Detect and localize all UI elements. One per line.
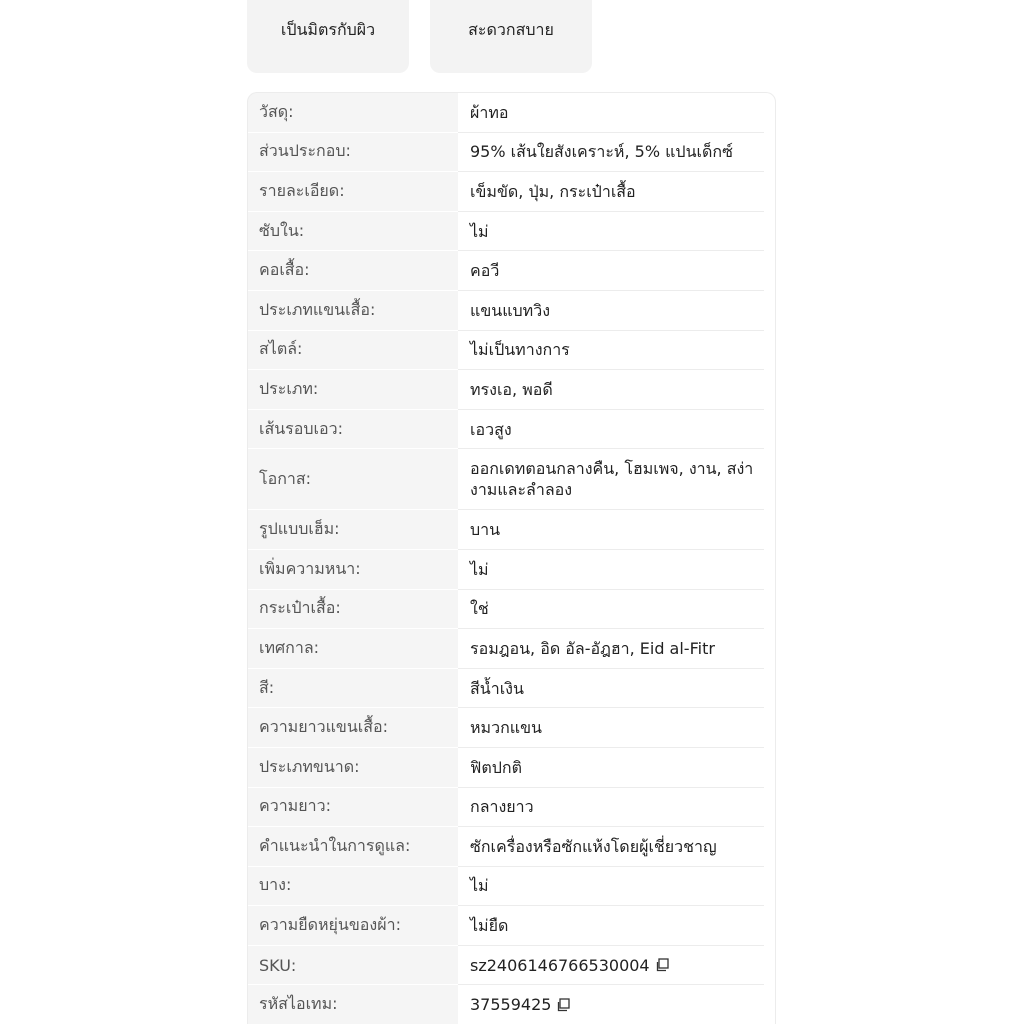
spec-row-sku bbox=[248, 946, 775, 986]
spec-row-type bbox=[248, 370, 775, 410]
spec-row-care bbox=[248, 827, 775, 867]
sku-value: sz2406146766530004 bbox=[470, 955, 650, 975]
spec-row-sleeve-type bbox=[248, 291, 775, 331]
spec-label: ความยืดหยุ่นของผ้า: bbox=[248, 906, 458, 946]
feature-tags bbox=[247, 0, 592, 73]
spec-value: ใช่ bbox=[458, 590, 764, 630]
spec-value: ออกเดทตอนกลางคืน, โฮมเพจ, งาน, สง่างามและลำลอง bbox=[458, 449, 764, 510]
spec-label: รูปแบบเฮ็ม: bbox=[248, 510, 458, 550]
spec-value: ไม่เป็นทางการ bbox=[458, 331, 764, 371]
spec-label: ซับใน: bbox=[248, 212, 458, 252]
spec-value: ฟิตปกติ bbox=[458, 748, 764, 788]
spec-row-thickening bbox=[248, 550, 775, 590]
spec-value: ไม่ bbox=[458, 212, 764, 252]
spec-label: ส่วนประกอบ: bbox=[248, 133, 458, 173]
spec-label: ประเภทแขนเสื้อ: bbox=[248, 291, 458, 331]
spec-value: คอวี bbox=[458, 251, 764, 291]
spec-label: ความยาว: bbox=[248, 788, 458, 828]
item-code-value: 37559425 bbox=[470, 995, 552, 1015]
spec-row-fit-type bbox=[248, 748, 775, 788]
spec-value: ไม่ยืด bbox=[458, 906, 764, 946]
spec-row-waistline bbox=[248, 410, 775, 450]
tag-label: สะดวกสบาย bbox=[468, 20, 554, 39]
spec-row-sheer bbox=[248, 867, 775, 907]
tag-skin-friendly[interactable] bbox=[247, 0, 409, 73]
spec-row-length bbox=[248, 788, 775, 828]
spec-label: รายละเอียด: bbox=[248, 172, 458, 212]
spec-value: แขนแบทวิง bbox=[458, 291, 764, 331]
spec-label: รหัสไอเทม: bbox=[248, 985, 458, 1024]
spec-value: กลางยาว bbox=[458, 788, 764, 828]
spec-label: ประเภท: bbox=[248, 370, 458, 410]
spec-label: เส้นรอบเอว: bbox=[248, 410, 458, 450]
spec-label: เพิ่มความหนา: bbox=[248, 550, 458, 590]
spec-label: เทศกาล: bbox=[248, 629, 458, 669]
product-specs-table bbox=[247, 92, 776, 1024]
spec-value bbox=[458, 985, 764, 1024]
tag-label: เป็นมิตรกับผิว bbox=[280, 20, 376, 39]
spec-label: บาง: bbox=[248, 867, 458, 907]
spec-label: โอกาส: bbox=[248, 449, 458, 510]
spec-row-details bbox=[248, 172, 775, 212]
spec-label: ประเภทขนาด: bbox=[248, 748, 458, 788]
spec-label: SKU: bbox=[248, 946, 458, 986]
spec-row-style bbox=[248, 331, 775, 371]
spec-value bbox=[458, 946, 764, 986]
tag-comfortable[interactable] bbox=[430, 0, 592, 73]
spec-row-pockets bbox=[248, 590, 775, 630]
spec-label: คำแนะนำในการดูแล: bbox=[248, 827, 458, 867]
spec-value: ทรงเอ, พอดี bbox=[458, 370, 764, 410]
spec-row-hem bbox=[248, 510, 775, 550]
spec-label: คอเสื้อ: bbox=[248, 251, 458, 291]
spec-row-sleeve-length bbox=[248, 708, 775, 748]
spec-value: ไม่ bbox=[458, 867, 764, 907]
spec-row-item-code bbox=[248, 985, 775, 1024]
spec-value: บาน bbox=[458, 510, 764, 550]
spec-row-color bbox=[248, 669, 775, 709]
spec-row-stretch bbox=[248, 906, 775, 946]
copy-icon[interactable] bbox=[556, 998, 570, 1012]
spec-value: เอวสูง bbox=[458, 410, 764, 450]
spec-label: สี: bbox=[248, 669, 458, 709]
spec-value: สีน้ำเงิน bbox=[458, 669, 764, 709]
spec-value: ผ้าทอ bbox=[458, 93, 764, 133]
spec-value: 95% เส้นใยสังเคราะห์, 5% แปนเด็กซ์ bbox=[458, 133, 764, 173]
spec-value: รอมฎอน, อิด อัล-อัฎฮา, Eid al-Fitr bbox=[458, 629, 764, 669]
spec-row-lining bbox=[248, 212, 775, 252]
spec-row-festival bbox=[248, 629, 775, 669]
spec-label: ความยาวแขนเสื้อ: bbox=[248, 708, 458, 748]
copy-icon[interactable] bbox=[655, 958, 669, 972]
spec-value: ซักเครื่องหรือซักแห้งโดยผู้เชี่ยวชาญ bbox=[458, 827, 764, 867]
spec-row-composition bbox=[248, 133, 775, 173]
spec-row-occasion bbox=[248, 449, 775, 510]
spec-row-neckline bbox=[248, 251, 775, 291]
spec-value: เข็มขัด, ปุ่ม, กระเป๋าเสื้อ bbox=[458, 172, 764, 212]
spec-row-material bbox=[248, 93, 775, 133]
spec-label: สไตล์: bbox=[248, 331, 458, 371]
spec-value: ไม่ bbox=[458, 550, 764, 590]
spec-label: วัสดุ: bbox=[248, 93, 458, 133]
spec-label: กระเป๋าเสื้อ: bbox=[248, 590, 458, 630]
spec-value: หมวกแขน bbox=[458, 708, 764, 748]
